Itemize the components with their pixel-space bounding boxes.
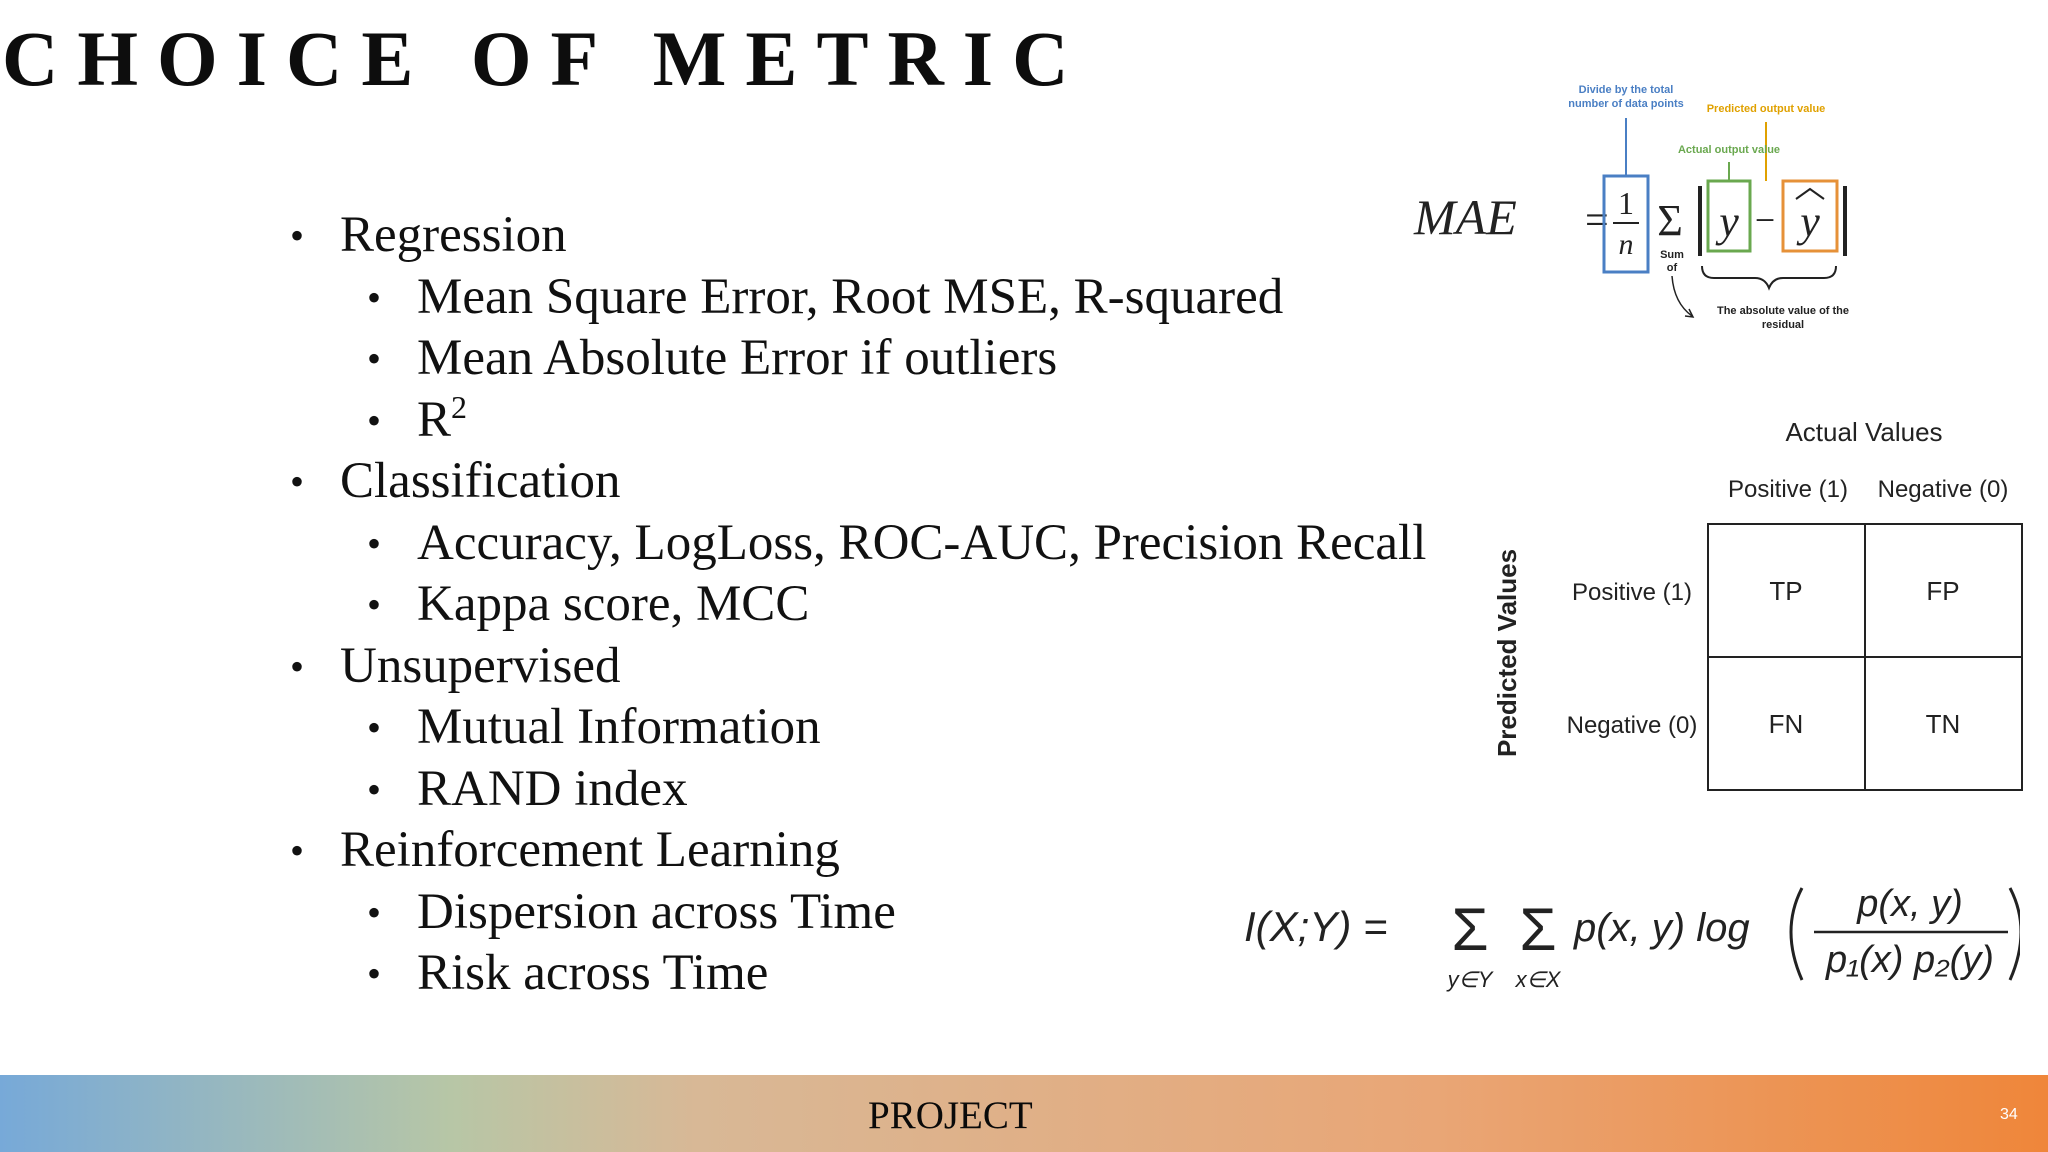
cm-cell-fn-label: FN [1768, 709, 1804, 739]
mi-paren-left [1791, 888, 1802, 980]
mi-sub-y: y∈Y [1447, 967, 1493, 992]
mae-equals: = [1585, 198, 1609, 244]
bullet-mae: • Mean Absolute Error if outliers [290, 328, 1426, 390]
cm-col-header-positive: Positive (1) [1727, 476, 1849, 503]
mae-lhs: MAE [1414, 189, 1517, 245]
slide-title: CHOICE OF METRIC [2, 15, 1088, 102]
bullet-regression: • Regression [290, 205, 1426, 267]
mae-minus: − [1754, 200, 1776, 240]
r2-superscript: 2 [451, 388, 468, 425]
mi-sigma-x: Σ [1519, 896, 1557, 963]
mae-note-actual: Actual output value [1677, 144, 1781, 156]
mae-note-divide-line2: number of data points [1568, 98, 1684, 110]
bullet-risk: • Risk across Time [290, 943, 1426, 1005]
cm-row-header-negative: Negative (0) [1566, 712, 1698, 739]
cm-col-header-negative: Negative (0) [1877, 476, 2009, 503]
mae-sum-label-line2: of [1666, 262, 1678, 274]
mae-sigma: Σ [1657, 196, 1683, 245]
mae-denominator: n [1618, 228, 1634, 261]
mae-sum-label-line1: Sum [1660, 249, 1684, 261]
mae-formula-figure [1400, 78, 1900, 338]
cm-row-header-positive: Positive (1) [1571, 579, 1693, 606]
bullet-kappa: • Kappa score, MCC [290, 574, 1426, 636]
mutual-information-formula [1240, 870, 2020, 1000]
cm-predicted-values-label: Predicted Values [1492, 548, 1522, 758]
bullet-classification: • Classification [290, 451, 1426, 513]
mae-actual-y: y [1719, 197, 1739, 246]
cm-cell-fp-label: FP [1926, 576, 1960, 606]
bullet-accuracy: • Accuracy, LogLoss, ROC-AUC, Precision Recall [290, 513, 1426, 575]
r2-base: R [417, 391, 452, 448]
mi-denominator: p₁(x) p₂(y) [1826, 939, 1994, 981]
bullet-mse: • Mean Square Error, Root MSE, R-squared [290, 267, 1426, 329]
mi-numerator: p(x, y) [1857, 883, 1963, 925]
mi-joint-log: p(x, y) log [1574, 906, 1750, 950]
mae-note-predicted: Predicted output value [1706, 103, 1826, 115]
mae-numerator: 1 [1618, 185, 1634, 221]
mi-paren-right [2010, 888, 2020, 980]
cm-cell-tn-label: TN [1925, 709, 1961, 739]
cm-cell-tp-label: TP [1769, 576, 1803, 606]
mi-lhs: I(X;Y) = [1244, 903, 1388, 950]
mae-note-residual-line1: The absolute value of the [1716, 305, 1850, 317]
cm-actual-values-label: Actual Values [1785, 417, 1943, 447]
mae-residual-brace [1702, 266, 1836, 288]
bullet-unsupervised: • Unsupervised [290, 636, 1426, 698]
confusion-matrix-figure [1490, 405, 2030, 805]
mi-sub-x: x∈X [1515, 967, 1561, 992]
page-number: 34 [2000, 1106, 2018, 1123]
mae-note-divide-line1: Divide by the total [1578, 84, 1674, 96]
bullet-rand-index: • RAND index [290, 759, 1426, 821]
mae-note-residual-line2: residual [1761, 319, 1805, 331]
mi-sigma-y: Σ [1451, 896, 1489, 963]
bullet-reinforcement-learning: • Reinforcement Learning [290, 820, 1426, 882]
bullet-dispersion: • Dispersion across Time [290, 882, 1426, 944]
bullet-mutual-information: • Mutual Information [290, 697, 1426, 759]
bullet-r-squared [290, 390, 1426, 452]
footer-label: PROJECT [868, 1094, 1033, 1137]
mae-predicted-y: y [1800, 197, 1820, 246]
